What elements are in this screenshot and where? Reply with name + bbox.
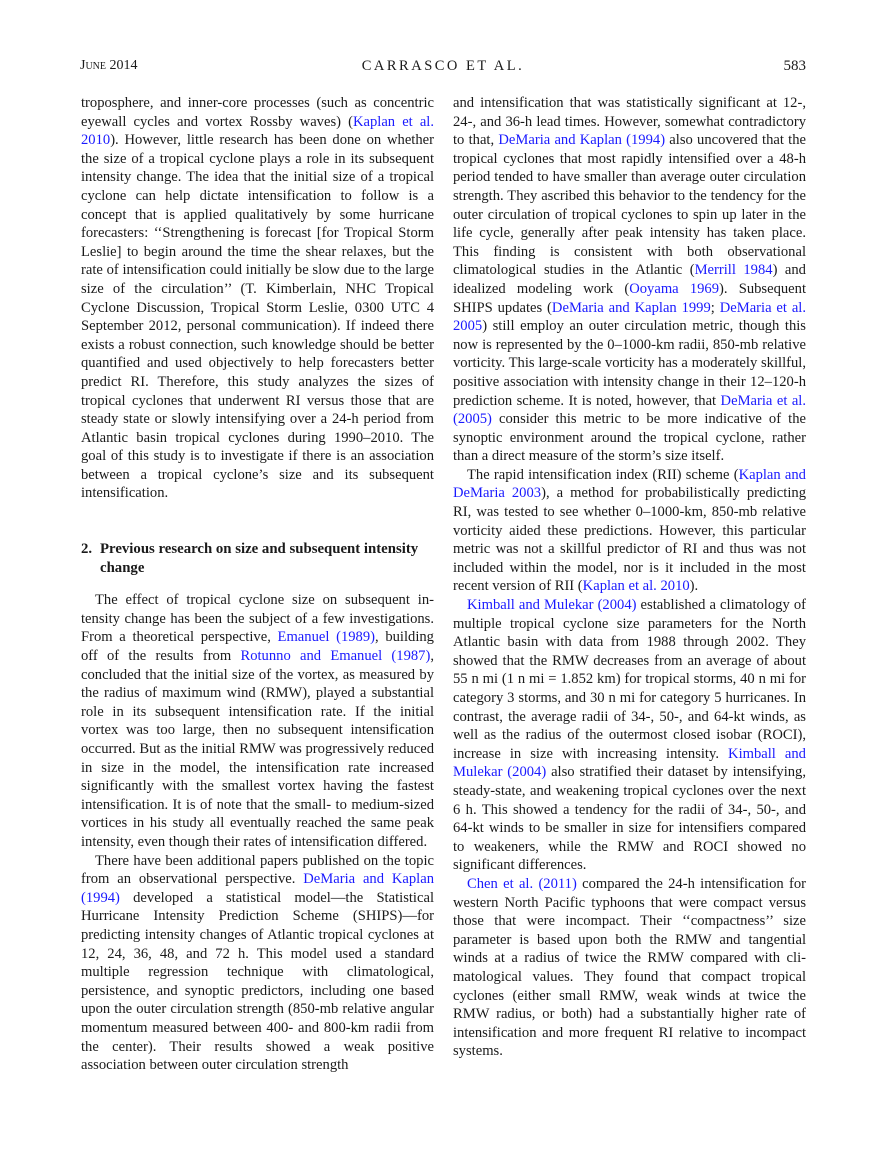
text: established a climatology of multiple tropical cyclone size parameters for the North Atlantic basin with data from 1988 through 2002. They showed that the RMW decreases from an average of about 55 n mi (1 n mi = 1.852 km) for tropical storms, 40 n mi for category 3 storms, and 30 n mi for category 5 hurricanes. In contrast, the average radii of 34-, 50-, and 64-kt winds, as well as the radius of the outermost closed isobar (ROCI), increase in size with increasing intensity. [453, 597, 806, 762]
section-title: Previous research on size and subsequent intensity change [100, 541, 419, 576]
citation-link[interactable]: Kimball and Mulekar (2004) [467, 597, 637, 614]
right-column [453, 94, 806, 1061]
text: ), a method for probabilistically predicting RI, was tested to see whether 0–1000-km, 850-mb relative vorticity aided these predictions. However, this particular metric was not a skillful predictor of RI and thus was not included within the model, nor is it included in the most recent version of RII ( [453, 485, 806, 595]
citation-link[interactable]: Chen et al. (2011) [467, 875, 577, 892]
citation-link[interactable]: Emanuel (1989) [277, 629, 375, 646]
journal-date: June 2014 [80, 58, 138, 73]
paragraph [81, 852, 434, 1075]
text: , concluded that the initial size of the vortex, as measured by the radius of maximum wind (RMW), played a substantial role in its subsequent intensification rate. If the initial vortex was too large, then no subsequent intensification occurred. But as the initial RMW was progressively reduced in size in the model, the intensification rate increased significantly with the smallest vortex having the fastest intensification. It is of note that the small- to medium-sized vortices in his study all eventually reached the same peak intensity, even though their rates of intensification differed. [81, 648, 434, 850]
paragraph [453, 875, 806, 1061]
paragraph [453, 596, 806, 875]
text: The rapid intensification index (RII) scheme ( [467, 466, 739, 483]
paragraph [453, 466, 806, 596]
citation-link[interactable]: DeMaria and Kaplan (1994) [81, 871, 434, 906]
citation-link[interactable]: Rotunno and Emanuel (1987) [240, 648, 431, 665]
citation-link[interactable]: Ooyama 1969 [629, 280, 720, 297]
citation-link[interactable]: Kaplan et al. 2010 [81, 113, 434, 149]
text: ) still employ an outer circulation metric, though this now is represented by the 0–1000-km radii, 850-mb relative vorticity. This large-scale vorticity has a moderately skillful, positive association with intensity change in their 12–120-h prediction scheme. It is noted, however, that [453, 318, 806, 409]
text: ; [710, 299, 720, 316]
left-column [81, 94, 434, 1075]
section-heading [81, 540, 434, 577]
section-number: 2. [81, 541, 93, 558]
text: and intensification that was statistically significant at 12-, 24-, and 36-h lead times. However, somewhat contradictory to that, [453, 95, 806, 149]
page-number: 583 [783, 58, 806, 74]
text: ). However, little research has been done on whether the size of a tropical cyclone plays a role in its subsequent intensity change. The idea that the initial size of a tropical cyclone can help dictate intensification to follow is a concept that is applied qualitatively by some hurricane forecasters: ‘‘Strengthening is forecast [for Tropical Storm Leslie] to begin around the time the shear relaxes, but the rate of intensification could initially be slow due to the large size of the circulation’’ (T. Kimberlain, NHC Tropical Cyclone Discussion, Tropical Storm Leslie, 0300 UTC 4 September 2012, personal communication). If indeed there exists a robust connection, such knowledge should be better quantified and used objectively to help forecasters better predict RI. Therefore, this study analyzes the sizes of tropical cyclones that underwent RI versus those that are steady state or slowly intensifying over a 24-h period from Atlantic basin tropical cyclones during 1990–2010. The goal of this study is to investigate if there is an association between a tropical cyclone’s size and its subsequent intensification. [81, 132, 434, 502]
paragraph [81, 94, 434, 503]
text: ) and idealized modeling work ( [453, 262, 806, 297]
citation-link[interactable]: DeMaria et al. (2005) [453, 392, 806, 428]
citation-link[interactable]: DeMaria and Kaplan (1994) [498, 132, 666, 149]
text: The effect of tropical cyclone size on subsequent intensity change has been the subject of a few investigations. From a theoretical perspective, [81, 592, 434, 646]
text: ). [689, 578, 699, 595]
citation-link[interactable]: Merrill 1984 [694, 262, 773, 279]
author-header: CARRASCO ET AL. [361, 58, 525, 74]
text: compared the 24-h intensification for western North Pacific typhoons that were compact versus those that were incompact. Their ‘‘compactness’’ size parameter is based upon both the RMW and tangential winds at a radius of twice the RMW compared with climatological values. They found that compact tropical cyclones (either small RMW, weak winds at twice the RMW radius, or both) had a substantially higher rate of intensification and more frequent RI relative to incompact systems. [453, 875, 806, 1060]
citation-link[interactable]: Kimball and Mulekar (2004) [453, 745, 806, 781]
running-head [80, 58, 806, 78]
citation-link[interactable]: Kaplan et al. 2010 [582, 578, 690, 595]
text: also uncovered that the tropical cyclones that most rapidly intensified over a 48-h period tended to have smaller than average outer circulation strength. They ascribed this behavior to the tendency for the outer circulation of tropical cyclones to spin up later in the life cycle, generally after peak intensity has taken place. This finding is consistent with both observational climatological studies in the Atlantic ( [453, 132, 807, 279]
text: ). Subsequent SHIPS updates ( [453, 280, 806, 316]
citation-link[interactable]: DeMaria et al. 2005 [453, 299, 807, 335]
citation-link[interactable]: Kaplan and DeMaria 2003 [453, 466, 806, 502]
text: There have been additional papers published on the topic from an observational perspective. [81, 852, 434, 888]
text: consider this metric to be more indicative of the synoptic environment around the tropical cyclone, rather than a direct measure of the storm’s size itself. [453, 411, 806, 465]
paragraph [453, 94, 806, 466]
text: developed a statistical model—the Statistical Hurricane Intensity Prediction Scheme (SHIPS)—for predicting intensity changes of Atlantic tropical cyclones at 12, 24, 36, 48, and 72 h. This model used a standard multiple regression technique with climatological, persistence, and synoptic predictors, including one based upon the outer circulation strength (850-mb relative angular momentum measured between 400- and 800-km radii from the center). Their results showed a weak positive association between outer circulation strength [81, 889, 434, 1074]
text: troposphere, and inner-core processes (such as concentric eyewall cycles and vortex Rossby waves) ( [81, 95, 434, 130]
paragraph [81, 591, 434, 851]
text: , building off of the results from [81, 629, 434, 665]
citation-link[interactable]: DeMaria and Kaplan 1999 [551, 299, 711, 316]
text: also stratified their dataset by intensifying, steady-state, and weakening tropical cyclones over the next 6 h. This showed a tendency for the radii of 34-, 50-, and 64-kt winds to be smaller in size for intensifiers compared to weakeners, while the RMW and ROCI showed no significant differences. [453, 764, 806, 874]
